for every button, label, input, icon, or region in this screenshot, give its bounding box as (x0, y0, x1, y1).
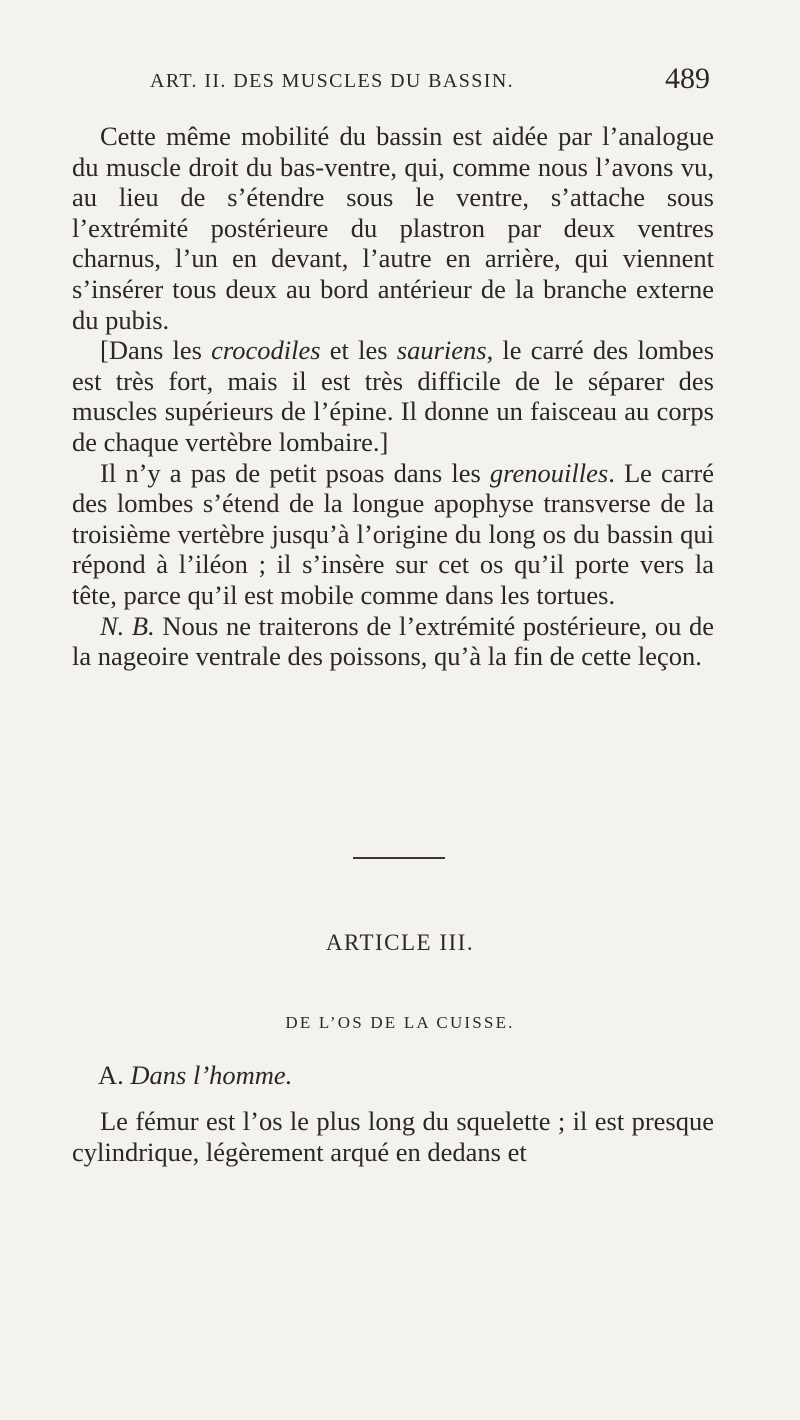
section-a-label: A. (98, 1060, 124, 1090)
paragraph-2-seg-3: et les (320, 335, 397, 366)
paragraph-4-seg-1: N. B. (100, 610, 155, 641)
article-heading: ARTICLE III. (325, 930, 475, 955)
paragraph-2-seg-1: [Dans les (100, 335, 212, 366)
paragraph-5 (72, 1106, 714, 1167)
paragraph-1-text: Cette même mobilité du bassin est aidée par l’analogue du muscle droit du bas-ventre, qui, comme nous l’avons vu, au lieu de s’étendre sous le ventre, s’attache sous l’extrémité postérieure du plastron par deux ventres charnus, l’un en devant, l’autre en arrière, qui viennent s’insérer tous deux au bord antérieur de la branche externe du pubis. (72, 121, 714, 335)
paragraph-2-seg-4: sauriens (396, 335, 487, 366)
section-a-title: Dans l’homme. (130, 1060, 293, 1090)
paragraph-2-seg-5: , le carré des lombes est très fort, mais il est très difficile de le séparer des muscles supérieurs de l’épine. Il donne un faisceau au corps de chaque vertèbre lombaire.] (72, 335, 715, 457)
article-subheading: DE L’OS DE LA CUISSE. (285, 1013, 515, 1032)
paragraph-2-seg-2: crocodiles (211, 335, 321, 366)
paragraph-2 (72, 335, 714, 457)
running-head-title: ART. II. DES MUSCLES DU BASSIN. (150, 70, 515, 92)
paragraph-1 (72, 121, 714, 335)
paragraph-4-seg-2: Nous ne traiterons de l’extrémité postérieure, ou de la nageoire ventrale des poissons, qu’à la fin de cette leçon. (72, 610, 714, 672)
main-text-block (72, 121, 714, 672)
paragraph-3 (72, 458, 714, 611)
running-head (150, 62, 710, 102)
page-number: 489 (665, 62, 710, 95)
final-text-block (72, 1106, 714, 1167)
paragraph-5-text: Le fémur est l’os le plus long du squelette ; il est presque cylindrique, légèrement arqué en dedans et (72, 1106, 714, 1167)
paragraph-4 (72, 611, 714, 672)
section-a-heading (98, 1060, 292, 1091)
paragraph-3-seg-1: Il n’y a pas de petit psoas dans les (100, 457, 490, 488)
paragraph-3-seg-2: grenouilles (489, 457, 609, 488)
paragraph-3-seg-3: . Le carré des lombes s’étend de la longue apophyse transverse de la troisième vertèbre jusqu’à l’origine du long os du bassin qui répond à l’iléon ; il s’insère sur cet os qu’il porte vers la tête, parce qu’il est mobile comme dans les tortues. (72, 457, 714, 610)
section-divider (353, 857, 445, 859)
